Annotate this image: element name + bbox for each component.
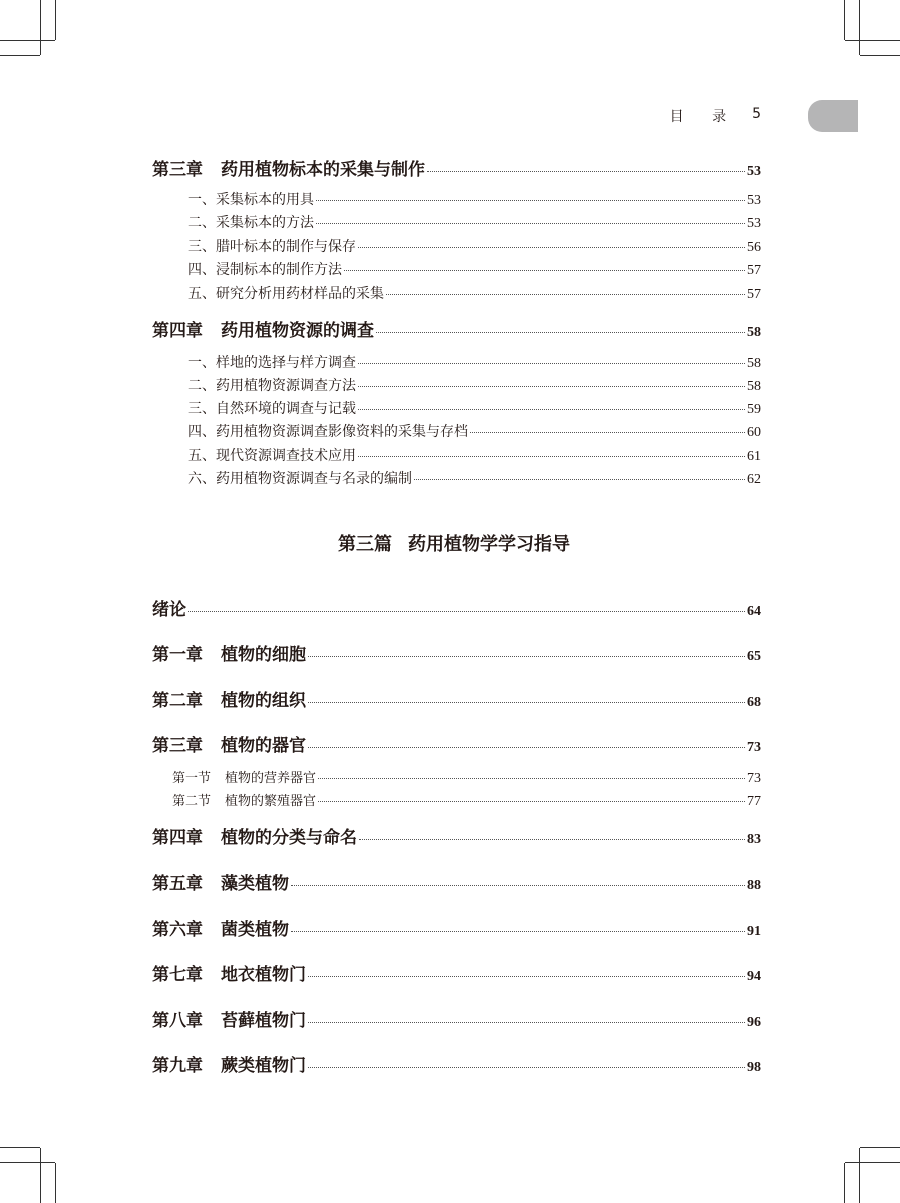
- entry-number: 第一节: [172, 771, 212, 786]
- dot-leader: [358, 247, 745, 248]
- crop-mark: [860, 1147, 900, 1148]
- entry-page-number: 53: [747, 216, 761, 231]
- entry-number: 第八章: [152, 1011, 203, 1031]
- entry-title: [152, 316, 374, 341]
- entry-number: 第五章: [152, 874, 203, 894]
- entry-title: 二、采集标本的方法: [188, 215, 314, 231]
- running-header: [670, 106, 761, 126]
- entry-title: 三、自然环境的调查与记载: [188, 401, 356, 417]
- crop-mark: [55, 0, 56, 40]
- entry-page-number: 98: [747, 1060, 761, 1075]
- entry-page-number: 94: [747, 969, 761, 984]
- entry-page-number: 53: [747, 164, 761, 179]
- dot-leader: [358, 363, 745, 364]
- toc-entry-item[interactable]: [188, 259, 761, 279]
- entry-title: 一、采集标本的用具: [188, 192, 314, 208]
- dot-leader: [344, 270, 745, 271]
- entry-name: 药用植物资源的调查: [221, 321, 374, 341]
- toc-entry-item[interactable]: [188, 421, 761, 441]
- dot-leader: [291, 885, 745, 886]
- entry-page-number: 57: [747, 287, 761, 302]
- header-section: 目 录: [669, 109, 739, 125]
- dot-leader: [358, 386, 745, 387]
- entry-page-number: 62: [747, 472, 761, 487]
- toc-entry-item[interactable]: [188, 468, 761, 488]
- entry-name: 植物的细胞: [221, 645, 306, 665]
- dot-leader: [318, 801, 745, 802]
- entry-page-number: 88: [747, 878, 761, 893]
- entry-number: 第九章: [152, 1056, 203, 1076]
- toc-entry-item[interactable]: [188, 375, 761, 395]
- entry-number: 第三章: [152, 160, 203, 180]
- entry-number: 第三章: [152, 736, 203, 756]
- entry-number: 第六章: [152, 920, 203, 940]
- entry-name: 植物的繁殖器官: [225, 794, 317, 809]
- dot-leader: [470, 432, 745, 433]
- crop-mark: [0, 1147, 40, 1148]
- entry-title: [152, 686, 306, 711]
- entry-page-number: 57: [747, 263, 761, 278]
- entry-number: 第一章: [152, 645, 203, 665]
- toc-entry-chapter[interactable]: [152, 595, 761, 620]
- entry-title: [152, 640, 306, 665]
- entry-page-number: 56: [747, 240, 761, 255]
- dot-leader: [358, 456, 745, 457]
- dot-leader: [308, 702, 745, 703]
- entry-name: 植物的器官: [221, 736, 306, 756]
- crop-mark: [40, 1148, 41, 1203]
- entry-title: [152, 1051, 306, 1076]
- entry-number: 第四章: [152, 321, 203, 341]
- part-title: [0, 530, 900, 556]
- entry-name: 植物的营养器官: [225, 771, 317, 786]
- entry-title: 四、药用植物资源调查影像资料的采集与存档: [188, 424, 468, 440]
- entry-page-number: 96: [747, 1015, 761, 1030]
- part-number: 第三篇: [338, 534, 392, 555]
- entry-page-number: 59: [747, 402, 761, 417]
- entry-title: 二、药用植物资源调查方法: [188, 378, 356, 394]
- toc-entry-chapter[interactable]: [152, 1051, 761, 1076]
- entry-name: 藻类植物: [221, 874, 289, 894]
- entry-title: 四、浸制标本的制作方法: [188, 262, 342, 278]
- entry-title: 五、研究分析用药材样品的采集: [188, 286, 384, 302]
- dot-leader: [358, 409, 745, 410]
- toc-entry-item[interactable]: [188, 283, 761, 303]
- entry-page-number: 91: [747, 924, 761, 939]
- entry-page-number: 77: [747, 794, 761, 809]
- dot-leader: [359, 839, 745, 840]
- crop-mark: [55, 1163, 56, 1203]
- toc-entry-item[interactable]: [188, 236, 761, 256]
- toc-entry-item[interactable]: [188, 398, 761, 418]
- entry-title: [152, 915, 289, 940]
- thumb-tab: [808, 100, 858, 132]
- entry-title: [172, 767, 316, 786]
- crop-mark: [844, 0, 845, 40]
- toc-entry-chapter[interactable]: [152, 869, 761, 894]
- toc-entry-item[interactable]: [188, 445, 761, 465]
- entry-title: [152, 869, 289, 894]
- entry-page-number: 60: [747, 425, 761, 440]
- crop-mark: [859, 1148, 860, 1203]
- entry-title: [152, 595, 186, 620]
- entry-name: 菌类植物: [221, 920, 289, 940]
- dot-leader: [316, 200, 745, 201]
- dot-leader: [308, 747, 745, 748]
- toc-entry-chapter[interactable]: [152, 915, 761, 940]
- entry-title: [152, 960, 306, 985]
- entry-number: 第四章: [152, 828, 203, 848]
- entry-title: [172, 790, 316, 809]
- toc-entry-chapter[interactable]: [152, 960, 761, 985]
- entry-title: [152, 155, 425, 180]
- toc-entry-section[interactable]: [172, 790, 761, 810]
- entry-name: 植物的组织: [221, 691, 306, 711]
- entry-name: 药用植物标本的采集与制作: [221, 160, 425, 180]
- entry-page-number: 58: [747, 325, 761, 340]
- entry-page-number: 58: [747, 379, 761, 394]
- entry-number: 绪论: [152, 600, 186, 620]
- crop-mark: [0, 1162, 55, 1163]
- dot-leader: [308, 1022, 745, 1023]
- dot-leader: [188, 611, 745, 612]
- dot-leader: [386, 294, 745, 295]
- entry-title: [152, 1006, 306, 1031]
- toc-entry-chapter[interactable]: [152, 640, 761, 665]
- toc-entry-item[interactable]: [188, 212, 761, 232]
- entry-title: [152, 731, 306, 756]
- crop-mark: [845, 40, 900, 41]
- crop-mark: [860, 55, 900, 56]
- crop-mark: [845, 1162, 900, 1163]
- entry-page-number: 58: [747, 356, 761, 371]
- entry-number: 第二章: [152, 691, 203, 711]
- entry-page-number: 83: [747, 832, 761, 847]
- entry-page-number: 65: [747, 649, 761, 664]
- entry-page-number: 68: [747, 695, 761, 710]
- entry-title: 三、腊叶标本的制作与保存: [188, 239, 356, 255]
- dot-leader: [291, 931, 745, 932]
- entry-number: 第七章: [152, 965, 203, 985]
- entry-title: 六、药用植物资源调查与名录的编制: [188, 471, 412, 487]
- toc-entry-item[interactable]: [188, 352, 761, 372]
- entry-page-number: 61: [747, 449, 761, 464]
- entry-page-number: 73: [747, 771, 761, 786]
- dot-leader: [316, 223, 745, 224]
- dot-leader: [427, 171, 745, 172]
- entry-name: 蕨类植物门: [221, 1056, 306, 1076]
- toc-entry-chapter[interactable]: [152, 823, 761, 848]
- crop-mark: [0, 40, 55, 41]
- dot-leader: [308, 1067, 745, 1068]
- entry-title: 五、现代资源调查技术应用: [188, 448, 356, 464]
- entry-title: 一、样地的选择与样方调查: [188, 355, 356, 371]
- entry-page-number: 64: [747, 604, 761, 619]
- entry-name: 植物的分类与命名: [221, 828, 357, 848]
- toc-entry-item[interactable]: [188, 189, 761, 209]
- header-page-number: 5: [752, 106, 761, 122]
- entry-name: 地衣植物门: [221, 965, 306, 985]
- dot-leader: [308, 656, 745, 657]
- toc-entry-chapter[interactable]: [152, 1006, 761, 1031]
- dot-leader: [414, 479, 745, 480]
- crop-mark: [859, 0, 860, 55]
- entry-page-number: 53: [747, 193, 761, 208]
- entry-number: 第二节: [172, 794, 212, 809]
- entry-name: 苔藓植物门: [221, 1011, 306, 1031]
- dot-leader: [318, 778, 745, 779]
- toc-entry-chapter[interactable]: [152, 316, 761, 341]
- toc-entry-chapter[interactable]: [152, 155, 761, 180]
- entry-page-number: 73: [747, 740, 761, 755]
- entry-title: [152, 823, 357, 848]
- dot-leader: [376, 332, 745, 333]
- crop-mark: [40, 0, 41, 55]
- toc-entry-chapter[interactable]: [152, 686, 761, 711]
- dot-leader: [308, 976, 745, 977]
- toc-entry-section[interactable]: [172, 767, 761, 787]
- part-name: 药用植物学学习指导: [408, 534, 570, 555]
- toc-entry-chapter[interactable]: [152, 731, 761, 756]
- crop-mark: [0, 55, 40, 56]
- crop-mark: [844, 1163, 845, 1203]
